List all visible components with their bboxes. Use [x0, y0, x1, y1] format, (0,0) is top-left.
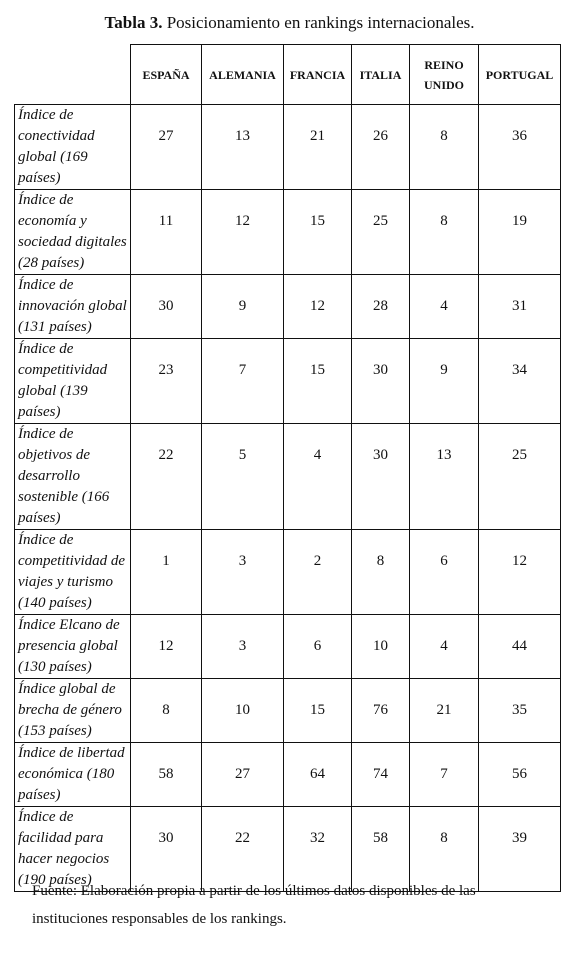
- rank-value: 56: [479, 743, 561, 807]
- rank-value: 19: [479, 190, 561, 275]
- rank-value: 11: [131, 190, 202, 275]
- rank-value: 12: [131, 615, 202, 679]
- row-label: Índice de objetivos de desarrollo sostenible (166 países): [15, 424, 131, 530]
- rank-value: 12: [202, 190, 284, 275]
- rank-value: 12: [284, 275, 352, 339]
- rank-value: 2: [284, 530, 352, 615]
- rank-value: 22: [202, 807, 284, 892]
- rank-value: 8: [410, 807, 479, 892]
- rank-value: 30: [131, 807, 202, 892]
- caption-label: Tabla 3.: [104, 13, 163, 32]
- rank-value: 5: [202, 424, 284, 530]
- rank-value: 64: [284, 743, 352, 807]
- table-row: [15, 615, 561, 679]
- table-row: [15, 679, 561, 743]
- rank-value: 8: [131, 679, 202, 743]
- rank-value: 7: [410, 743, 479, 807]
- rank-value: 27: [202, 743, 284, 807]
- rank-value: 36: [479, 105, 561, 190]
- row-label: Índice de conectividad global (169 países): [15, 105, 131, 190]
- column-header: ALEMANIA: [202, 45, 284, 105]
- rank-value: 27: [131, 105, 202, 190]
- row-label: Índice de economía y sociedad digitales (28 países): [15, 190, 131, 275]
- caption-text: Posicionamiento en rankings internacionales.: [162, 13, 475, 32]
- corner-cell: [15, 45, 131, 105]
- row-label: Índice de facilidad para hacer negocios (190 países): [15, 807, 131, 892]
- rank-value: 15: [284, 190, 352, 275]
- row-label: Índice de competitividad de viajes y turismo (140 países): [15, 530, 131, 615]
- column-header: ITALIA: [352, 45, 410, 105]
- rank-value: 10: [202, 679, 284, 743]
- rank-value: 15: [284, 679, 352, 743]
- rank-value: 4: [284, 424, 352, 530]
- rank-value: 30: [352, 339, 410, 424]
- row-label: Índice global de brecha de género (153 países): [15, 679, 131, 743]
- rank-value: 4: [410, 615, 479, 679]
- rank-value: 6: [410, 530, 479, 615]
- rank-value: 12: [479, 530, 561, 615]
- rank-value: 3: [202, 615, 284, 679]
- rank-value: 15: [284, 339, 352, 424]
- rank-value: 30: [352, 424, 410, 530]
- rank-value: 1: [131, 530, 202, 615]
- table-row: [15, 105, 561, 190]
- table-caption: [0, 12, 579, 34]
- rank-value: 23: [131, 339, 202, 424]
- source-note: Fuente: Elaboración propia a partir de los últimos datos disponibles de las instituciones responsables de los rankings.: [32, 883, 476, 927]
- rank-value: 32: [284, 807, 352, 892]
- rank-value: 25: [479, 424, 561, 530]
- rankings-table: [14, 44, 561, 892]
- rank-value: 35: [479, 679, 561, 743]
- table-row: [15, 743, 561, 807]
- rank-value: 9: [410, 339, 479, 424]
- rank-value: 6: [284, 615, 352, 679]
- rank-value: 3: [202, 530, 284, 615]
- table-row: [15, 190, 561, 275]
- column-header: ESPAÑA: [131, 45, 202, 105]
- rank-value: 31: [479, 275, 561, 339]
- rank-value: 30: [131, 275, 202, 339]
- table-body: [15, 105, 561, 892]
- rank-value: 44: [479, 615, 561, 679]
- row-label: Índice de competitividad global (139 países): [15, 339, 131, 424]
- rank-value: 26: [352, 105, 410, 190]
- row-label: Índice de libertad económica (180 países): [15, 743, 131, 807]
- rank-value: 39: [479, 807, 561, 892]
- rank-value: 7: [202, 339, 284, 424]
- table-row: [15, 530, 561, 615]
- rank-value: 4: [410, 275, 479, 339]
- rank-value: 74: [352, 743, 410, 807]
- column-header: PORTUGAL: [479, 45, 561, 105]
- rank-value: 8: [410, 190, 479, 275]
- table-row: [15, 275, 561, 339]
- rank-value: 8: [352, 530, 410, 615]
- column-header: FRANCIA: [284, 45, 352, 105]
- table-row: [15, 339, 561, 424]
- rank-value: 25: [352, 190, 410, 275]
- rank-value: 21: [410, 679, 479, 743]
- rank-value: 13: [202, 105, 284, 190]
- row-label: Índice de innovación global (131 países): [15, 275, 131, 339]
- column-header: REINO UNIDO: [410, 45, 479, 105]
- rank-value: 10: [352, 615, 410, 679]
- rank-value: 8: [410, 105, 479, 190]
- rank-value: 21: [284, 105, 352, 190]
- rank-value: 22: [131, 424, 202, 530]
- header-row: [15, 45, 561, 105]
- rank-value: 58: [131, 743, 202, 807]
- table-row: [15, 424, 561, 530]
- row-label: Índice Elcano de presencia global (130 países): [15, 615, 131, 679]
- rank-value: 28: [352, 275, 410, 339]
- rank-value: 58: [352, 807, 410, 892]
- rank-value: 9: [202, 275, 284, 339]
- rank-value: 34: [479, 339, 561, 424]
- rank-value: 13: [410, 424, 479, 530]
- rank-value: 76: [352, 679, 410, 743]
